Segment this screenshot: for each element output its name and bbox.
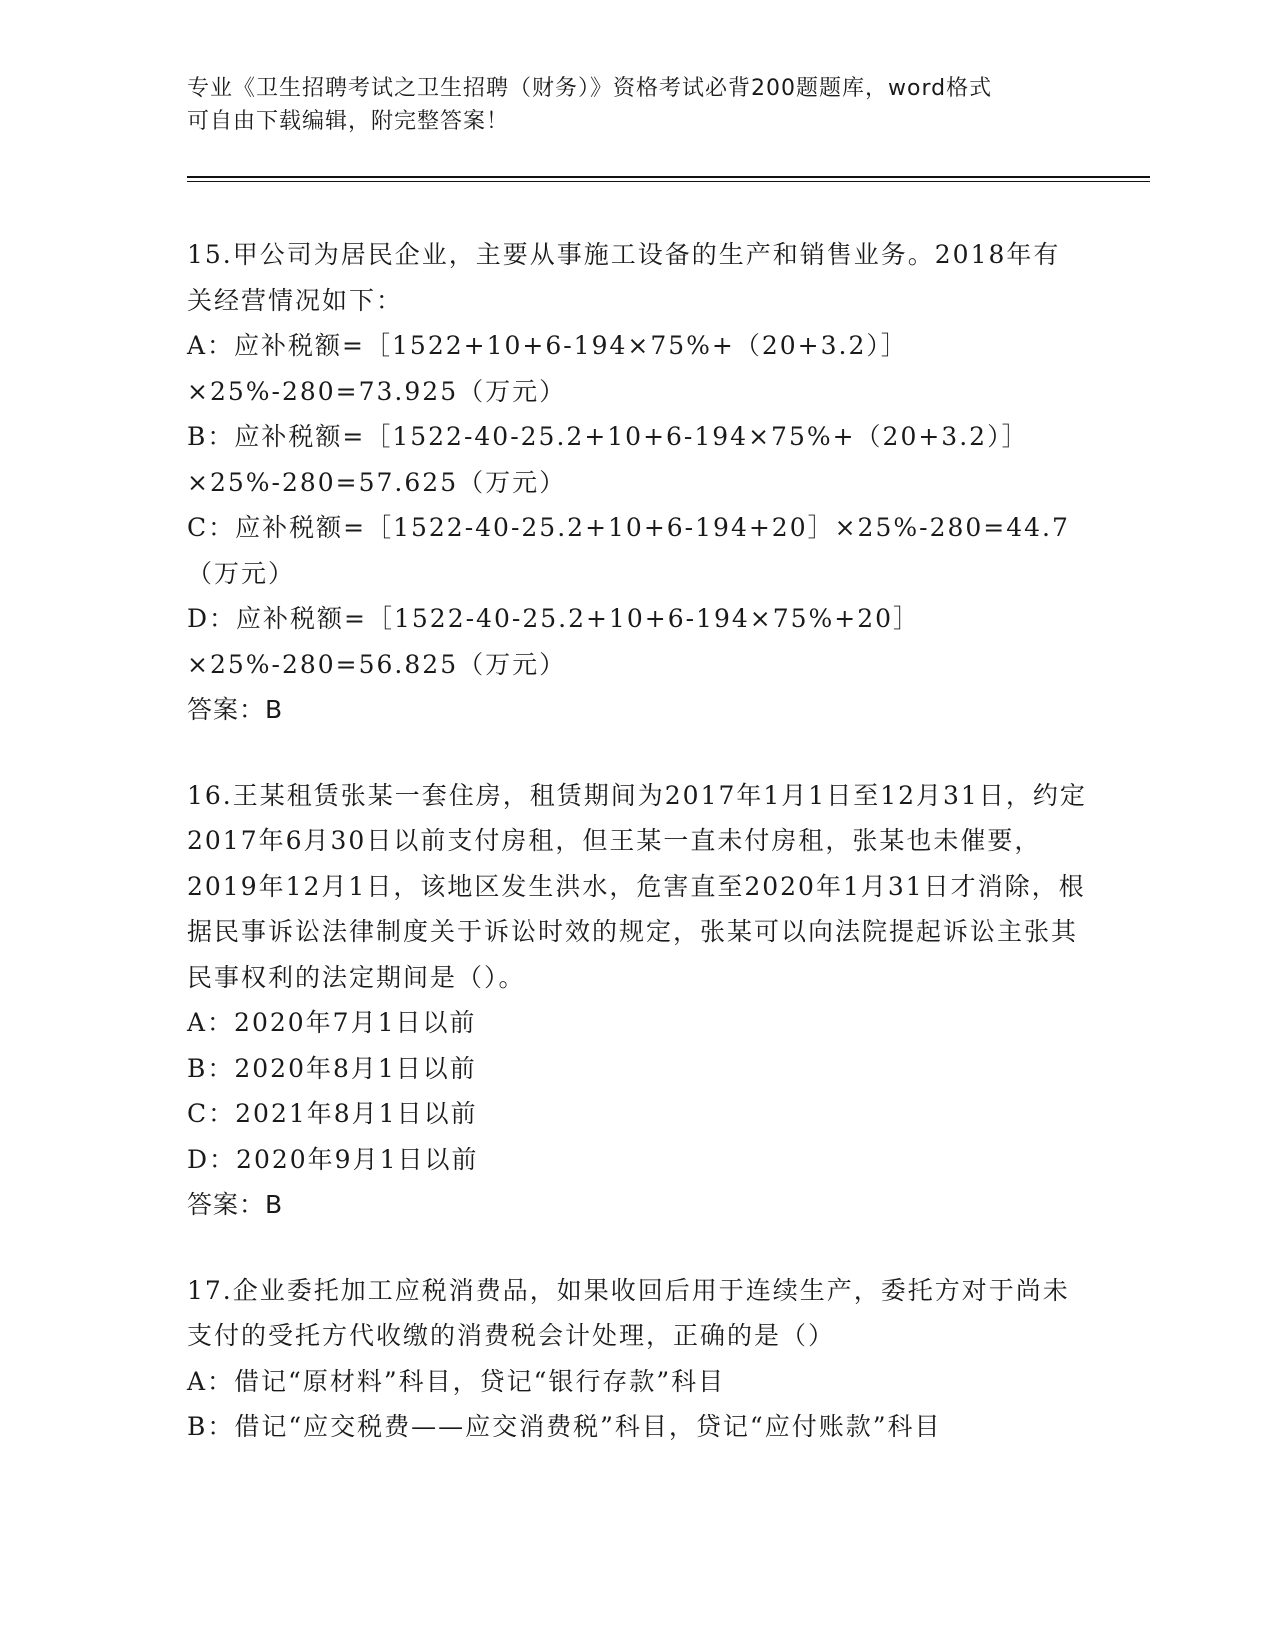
option-b: B：借记“应交税费——应交消费税”科目，贷记“应付账款”科目: [187, 1412, 942, 1441]
header-line-1: 专业《卫生招聘考试之卫生招聘（财务）》资格考试必背200题题库，word格式: [187, 76, 993, 101]
option-a: A：借记“原材料”科目，贷记“银行存款”科目: [187, 1366, 726, 1396]
question-list: [187, 232, 1087, 1450]
question-15: [187, 232, 1087, 733]
option-d: D：2020年9月1日以前: [187, 1144, 479, 1174]
option-c: C：应补税额=［1522-40-25.2+10+6-194+20］×25%-280=44.7（万元）: [187, 513, 1070, 588]
answer: [187, 687, 1087, 733]
header-line-2: 可自由下载编辑，附完整答案！: [187, 109, 510, 134]
header-rule-thick: [187, 176, 1150, 178]
answer-value: B: [265, 695, 284, 724]
question-16: [187, 773, 1087, 1228]
header-rule-thin: [187, 181, 1150, 182]
option-d: D：应补税额=［1522-40-25.2+10+6-194×75%+20］×25%-280=56.825（万元）: [187, 604, 921, 679]
option-a: A：2020年7月1日以前: [187, 1008, 477, 1037]
option-c: C：2021年8月1日以前: [187, 1099, 478, 1128]
option-b: B：2020年8月1日以前: [187, 1053, 477, 1083]
option-a: A：应补税额=［1522+10+6-194×75%+（20+3.2）］×25%-280=73.925（万元）: [187, 331, 908, 406]
answer-value: B: [265, 1190, 284, 1219]
question-stem: 16.王某租赁张某一套住房，租赁期间为2017年1月1日至12月31日，约定2017年6月30日以前支付房租，但王某一直未付房租，张某也未催要，2019年12月1日，该地区发生洪水，危害直至2020年1月31日才消除，根据民事诉讼法律制度关于诉讼时效的规定，张某可以向法院提起诉讼主张其民事权利的法定期间是（）。: [187, 780, 1087, 992]
answer: [187, 1182, 1087, 1228]
answer-label: 答案：: [187, 1190, 266, 1219]
option-b: B：应补税额=［1522-40-25.2+10+6-194×75%+（20+3.2）］×25%-280=57.625（万元）: [187, 422, 1029, 497]
question-stem: 15.甲公司为居民企业，主要从事施工设备的生产和销售业务。2018年有关经营情况如下：: [187, 240, 1061, 315]
question-stem: 17.企业委托加工应税消费品，如果收回后用于连续生产，委托方对于尚未支付的受托方代收缴的消费税会计处理，正确的是（）: [187, 1275, 1070, 1350]
answer-label: 答案：: [187, 695, 266, 724]
document-header: [187, 72, 1067, 138]
question-17: [187, 1268, 1087, 1450]
